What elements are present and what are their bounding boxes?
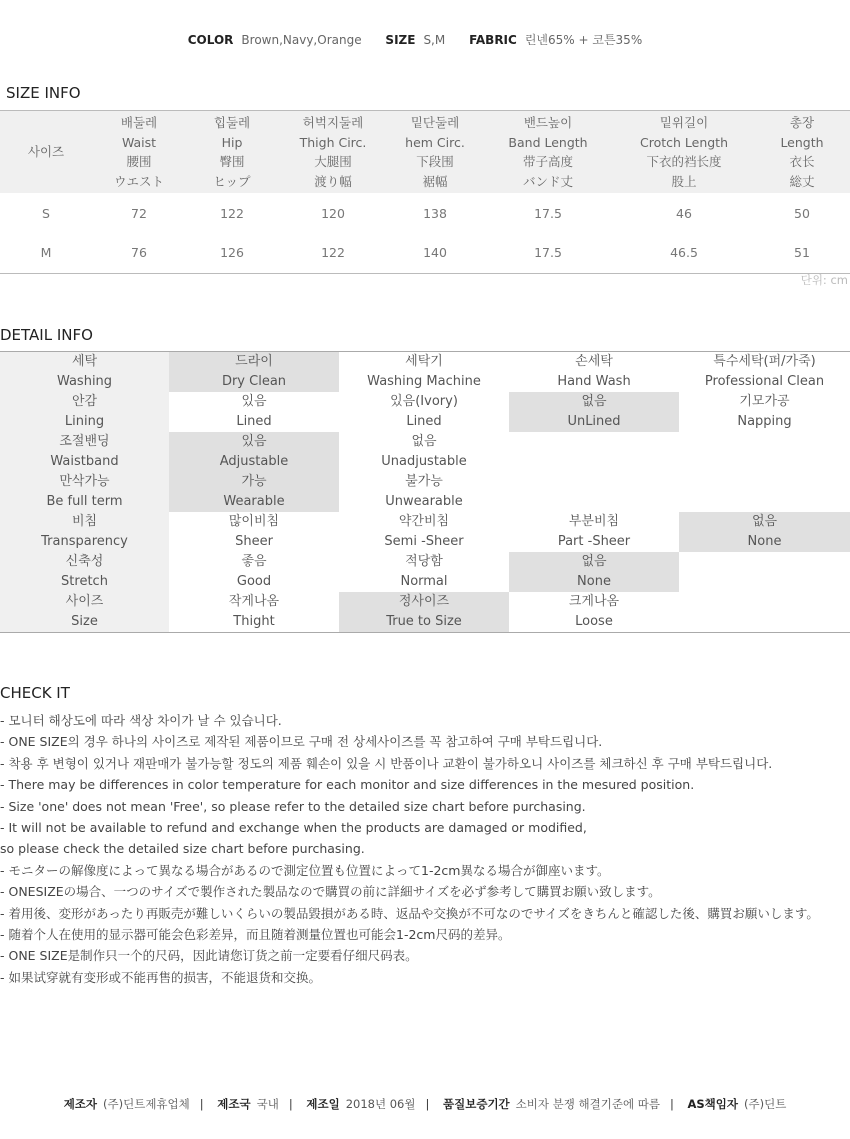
detail-row [0,512,850,552]
table-cell: 51 [754,233,850,273]
size-table-header [0,111,850,194]
detail-option [679,592,850,633]
note-line: - 随着个人在使用的显示器可能会色彩差异，而且随着测量位置也可能会1-2cm尺码的差异。 [0,927,511,943]
detail-option: 작게나옴 Thight [228,594,280,629]
footer-value: (주)딘트 [744,1097,787,1111]
fabric-value: 린넨65% + 코튼35% [524,33,643,47]
check-it-title: CHECK IT [0,684,70,702]
size-key: SIZE [385,33,416,47]
detail-option-selected: 없음 None [509,552,679,592]
detail-option [509,472,679,512]
note-line: - ONESIZEの場合、一つのサイズで製作された製品なので購買の前に詳細サイズを必ず参考して購買お願い致します。 [0,884,661,900]
detail-row [0,432,850,472]
detail-info-title: DETAIL INFO [0,326,93,344]
note-line: - 着用後、変形があったり再販売が難しいくらいの製品毀損がある時、返品や交換が不可なのでサイズをきちんと確認した後、購買お願いします。 [0,905,819,921]
detail-option [679,552,850,592]
detail-option-selected: 가능 Wearable [169,472,339,512]
table-cell: 122 [220,205,244,221]
detail-option: 있음 Lined [236,394,272,429]
footer-key: AS책임자 [687,1097,738,1111]
header-hip: 힙둘레 Hip 臀围 ヒップ [186,111,278,194]
footer-key: 제조자 [63,1097,98,1111]
detail-row [0,592,850,633]
note-line: - Size 'one' does not mean 'Free', so please refer to the detailed size chart before purchasing. [0,798,586,814]
header-thigh: 허벅지둘레 Thigh Circ. 大腿围 渡り幅 [278,111,388,194]
detail-option: 약간비침 Semi -Sheer [384,514,464,549]
detail-row-label: 조절밴딩 Waistband [0,432,169,472]
detail-option: 세탁기 Washing Machine [367,354,481,389]
table-cell: M [0,233,92,273]
detail-option-selected: 없음 UnLined [509,392,679,432]
detail-option-selected: 없음 None [679,512,850,552]
table-row [0,193,850,233]
detail-option-selected: 정사이즈 True to Size [339,592,509,633]
note-line: so please check the detailed size chart before purchasing. [0,841,365,857]
table-cell: S [42,205,50,221]
table-cell: 72 [131,205,147,221]
manufacturer-footer [0,1096,850,1112]
footer-key: 제조일 [306,1097,340,1111]
detail-row [0,392,850,432]
detail-option [679,472,850,512]
detail-option-selected: 있음 Adjustable [169,432,339,472]
header-hem: 밑단둘레 hem Circ. 下段围 裾幅 [388,111,482,194]
detail-row [0,352,850,393]
footer-key: 제조국 [217,1097,251,1111]
header-waist: 배둘레 Waist 腰围 ウエスト [92,111,186,194]
detail-option: 없음 Unadjustable [381,434,467,469]
header-crotch: 밑위길이 Crotch Length 下衣的裆长度 股上 [614,111,754,194]
header-size: 사이즈 [0,111,92,194]
footer-separator: | [199,1097,204,1111]
header-band: 밴드높이 Band Length 带子高度 バンド丈 [482,111,614,194]
footer-value: 소비자 분쟁 해결기준에 따름 [515,1097,660,1111]
detail-option: 많이비침 Sheer [228,514,280,549]
detail-option: 좋음 Good [236,554,272,589]
detail-option: 적당함 Normal [400,554,448,589]
note-line: - 如果试穿就有变形或不能再售的损害，不能退货和交换。 [0,969,321,985]
table-cell: 17.5 [534,205,562,221]
table-cell: 50 [794,205,810,221]
detail-option [509,432,679,472]
footer-separator: | [425,1097,430,1111]
note-line: - It will not be available to refund and exchange when the products are damaged or modified, [0,820,587,836]
detail-row-label: 신축성 Stretch [0,552,169,592]
fabric-key: FABRIC [469,33,517,47]
size-info-title: SIZE INFO [6,84,81,102]
table-cell: 17.5 [482,233,614,273]
table-cell: 138 [423,205,447,221]
unit-note: 단위: cm [800,273,848,287]
size-table [0,110,850,274]
product-summary [0,31,850,48]
note-line: - ONE SIZE의 경우 하나의 사이즈로 제작된 제품이므로 구매 전 상세사이즈를 꼭 참고하여 구매 부탁드립니다. [0,734,603,750]
table-cell: 46 [676,205,692,221]
table-cell: 126 [186,233,278,273]
footer-value: 2018년 06월 [345,1097,416,1111]
detail-option-selected: 드라이 Dry Clean [169,352,339,393]
detail-option: 특수세탁(퍼/가죽) Professional Clean [704,354,825,389]
footer-value: (주)딘트제휴업체 [103,1097,190,1111]
detail-option [679,432,850,472]
detail-row-label: 안감 Lining [0,392,169,432]
detail-row [0,472,850,512]
header-length: 총장 Length 衣长 総丈 [754,111,850,194]
table-row [0,233,850,273]
footer-separator: | [288,1097,293,1111]
detail-option: 있음(Ivory) Lined [390,394,458,429]
detail-row [0,552,850,592]
footer-separator: | [669,1097,674,1111]
table-cell: 76 [92,233,186,273]
note-line: - 착용 후 변형이 있거나 재판매가 불가능할 정도의 제품 훼손이 있을 시 반품이나 교환이 불가하오니 사이즈를 체크하신 후 구매 부탁드립니다. [0,755,773,771]
check-it-notes [0,710,850,988]
size-value: S,M [423,33,446,47]
note-line: - ONE SIZE是制作只一个的尺码，因此请您订货之前一定要看仔细尺码表。 [0,948,418,964]
note-line: - 모니터 해상도에 따라 색상 차이가 날 수 있습니다. [0,713,282,728]
table-cell: 140 [388,233,482,273]
table-cell: 120 [321,205,345,221]
note-line: - モニターの解像度によって異なる場合があるので測定位置も位置によって1-2cm異なる場合が御座います。 [0,862,610,878]
detail-option: 크게나옴 Loose [568,594,620,629]
detail-option: 손세탁 Hand Wash [557,354,631,389]
detail-option: 불가능 Unwearable [385,474,463,509]
detail-row-label: 만삭가능 Be full term [0,472,169,512]
footer-key: 품질보증기간 [443,1097,510,1111]
detail-option: 기모가공 Napping [737,394,792,429]
color-key: COLOR [187,33,234,47]
table-cell: 46.5 [614,233,754,273]
detail-row-label: 비침 Transparency [0,512,169,552]
detail-table [0,351,850,633]
detail-row-label: 세탁 Washing [0,352,169,393]
footer-value: 국내 [256,1097,279,1111]
note-line: - There may be differences in color temperature for each monitor and size differences in the mesured position. [0,777,695,793]
table-cell: 122 [278,233,388,273]
detail-row-label: 사이즈 Size [0,592,169,633]
color-value: Brown,Navy,Orange [241,33,362,47]
detail-option: 부분비침 Part -Sheer [557,514,631,549]
